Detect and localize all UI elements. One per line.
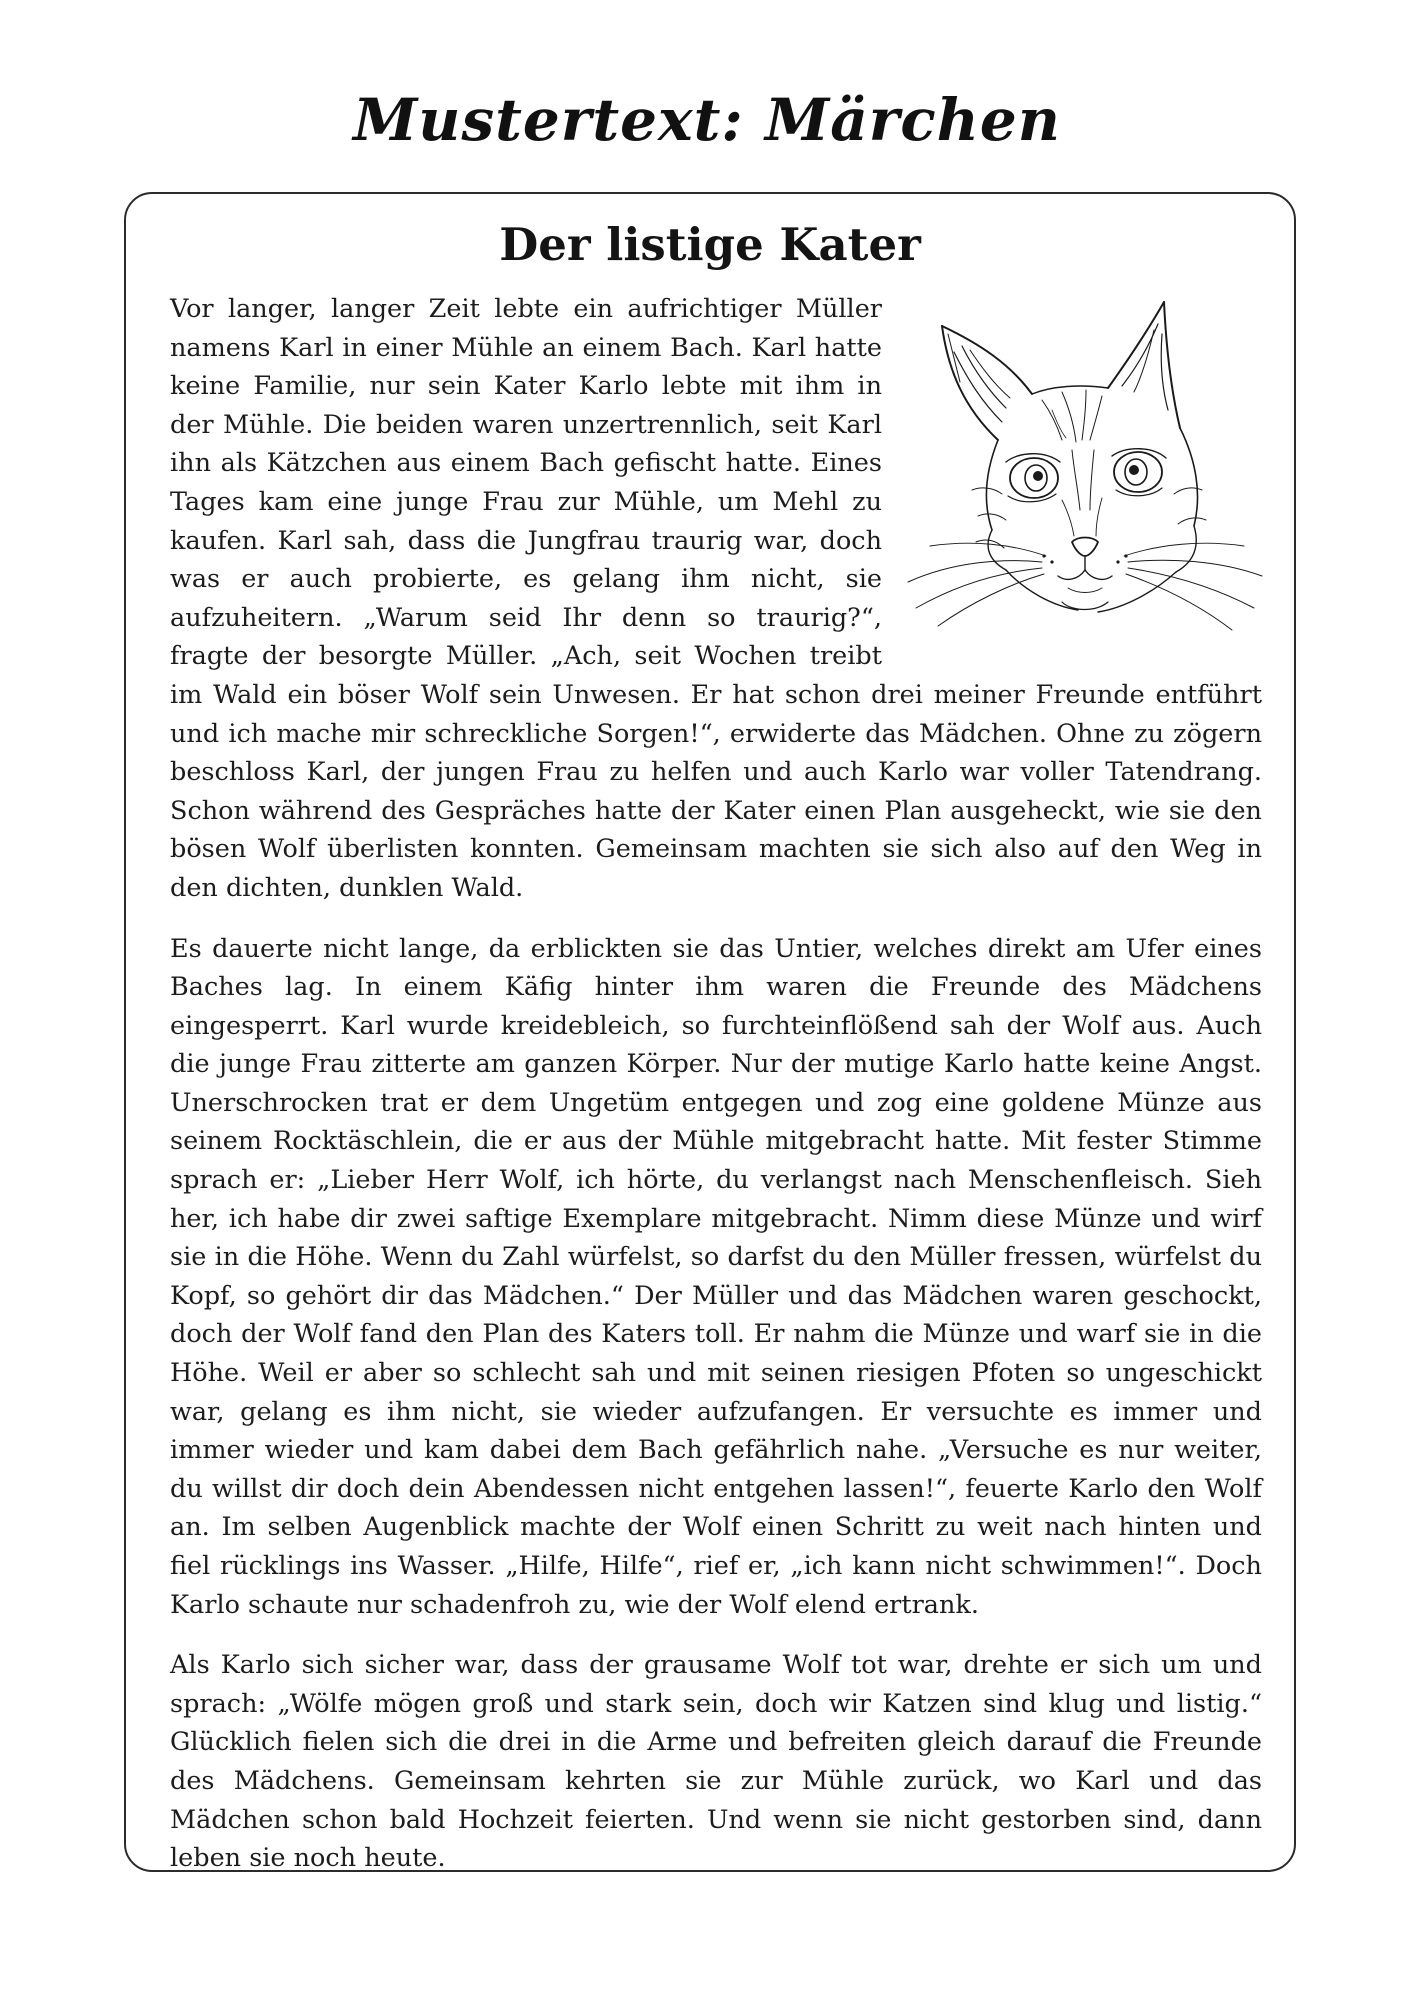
story-box	[124, 192, 1296, 1872]
story-paragraph-1: Vor langer, langer Zeit lebte ein aufrichtiger Müller namens Karl in einer Mühle an einem Bach. Karl hatte keine Familie, nur sein Kater Karlo lebte mit ihm in der Mühle. Die beiden waren unzertrennlich, seit Karl ihn als Kätzchen aus einem Bach gefischt hatte. Eines Tages kam eine junge Frau zur Mühle, um Mehl zu kaufen. Karl sah, dass die Jungfrau traurig war, doch was er auch probierte, es gelang ihm nicht, sie aufzuheitern. „Warum seid Ihr denn so traurig?“, fragte der besorgte Müller. „Ach, seit Wochen treibt im Wald ein böser Wolf sein Unwesen. Er hat schon drei meiner Freunde entführt und ich mache mir schreckliche Sorgen!“, erwiderte das Mädchen. Ohne zu zögern beschloss Karl, der jungen Frau zu helfen und auch Karlo war voller Tatendrang. Schon während des Gespräches hatte der Kater einen Plan ausgeheckt, wie sie den bösen Wolf überlisten konnten. Gemeinsam machten sie sich also auf den Weg in den dichten, dunklen Wald.	[170, 294, 1262, 903]
story-paragraph-3: Als Karlo sich sicher war, dass der grausame Wolf tot war, drehte er sich um und sprach: „Wölfe mögen groß und stark sein, doch wir Katzen sind klug und listig.“ Glücklich fielen sich die drei in die Arme und befreiten gleich darauf die Freunde des Mädchens. Gemeinsam kehrten sie zur Mühle zurück, wo Karl und das Mädchen schon bald Hochzeit feierten. Und wenn sie nicht gestorben sind, dann leben sie noch heute.	[170, 1650, 1262, 1874]
page-heading: Mustertext: Märchen	[353, 86, 1061, 154]
cat-head-sketch-icon	[902, 290, 1268, 650]
story-title: Der listige Kater	[499, 218, 921, 271]
story-paragraph-2: Es dauerte nicht lange, da erblickten sie das Untier, welches direkt am Ufer eines Baches lag. In einem Käfig hinter ihm waren die Freunde des Mädchens eingesperrt. Karl wurde kreidebleich, so furchteinflößend sah der Wolf aus. Auch die junge Frau zitterte am ganzen Körper. Nur der mutige Karlo hatte keine Angst. Unerschrocken trat er dem Ungetüm entgegen und zog eine goldene Münze aus seinem Rocktäschlein, die er aus der Mühle mitgebracht hatte. Mit fester Stimme sprach er: „Lieber Herr Wolf, ich hörte, du verlangst nach Menschenfleisch. Sieh her, ich habe dir zwei saftige Exemplare mitgebracht. Nimm diese Münze und wirf sie in die Höhe. Wenn du Zahl würfelst, so darfst du den Müller fressen, würfelst du Kopf, so gehört dir das Mädchen.“ Der Müller und das Mädchen waren geschockt, doch der Wolf fand den Plan des Katers toll. Er nahm die Münze und warf sie in die Höhe. Weil er aber so schlecht sah und mit seinen riesigen Pfoten so ungeschickt war, gelang es ihm nicht, sie wieder aufzufangen. Er versuchte es immer und immer wieder und kam dabei dem Bach gefährlich nahe. „Versuche es nur weiter, du willst dir doch dein Abendessen nicht entgehen lassen!“, feuerte Karlo den Wolf an. Im selben Augenblick machte der Wolf einen Schritt zu weit nach hinten und fiel rücklings ins Wasser. „Hilfe, Hilfe“, rief er, „ich kann nicht schwimmen!“. Doch Karlo schaute nur schadenfroh zu, wie der Wolf elend ertrank.	[170, 933, 1262, 1620]
story-body	[170, 290, 1262, 1900]
